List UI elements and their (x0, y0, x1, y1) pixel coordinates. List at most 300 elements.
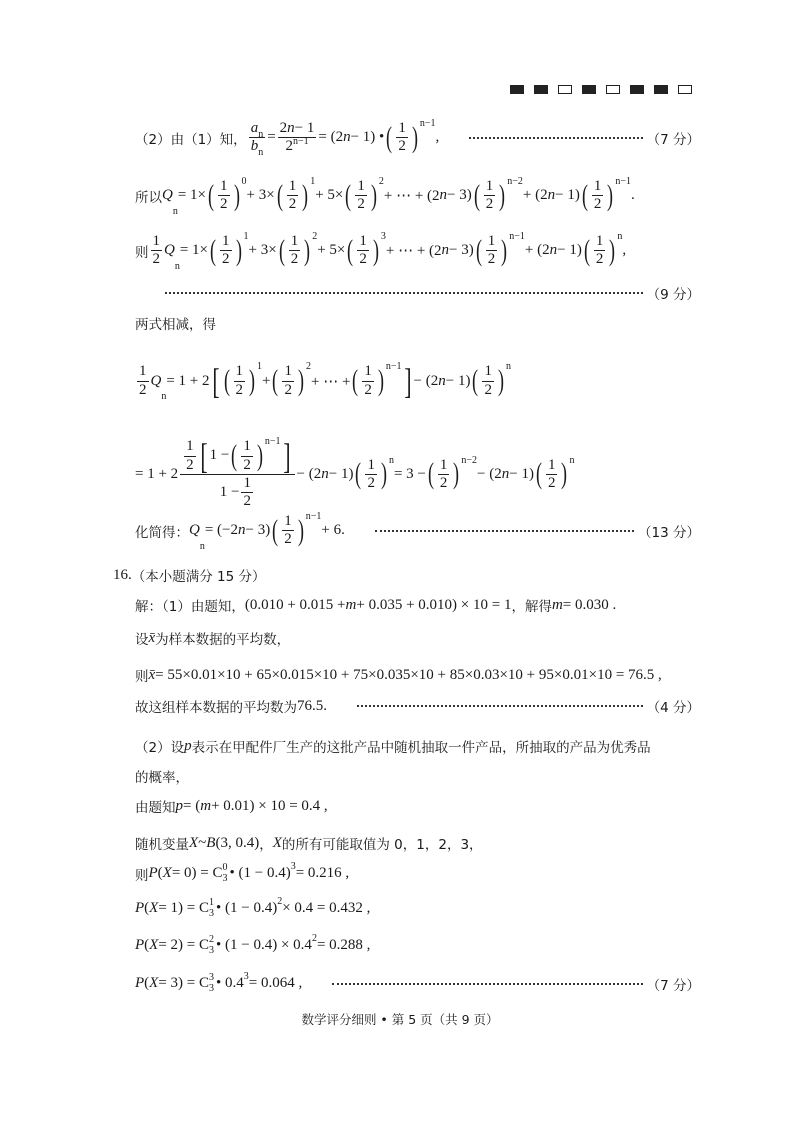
math-variable: b (250, 138, 259, 155)
fraction (486, 233, 498, 269)
score-label: （7 分） (646, 131, 700, 148)
math-text: ( (157, 865, 163, 881)
page-mark-filled (630, 85, 644, 94)
denominator: 2 (364, 381, 372, 398)
chinese-text: 设 (135, 632, 149, 648)
exponent: 2 (378, 176, 384, 187)
math-variable: a (250, 120, 259, 136)
math-text: − (2 (296, 465, 322, 482)
numerator: 1 (546, 457, 558, 475)
fraction (218, 178, 230, 214)
left-paren: ( (278, 233, 285, 267)
chinese-text: 的概率， (135, 770, 189, 786)
math-text: − 1) (555, 187, 580, 204)
math-text: + ⋯ + (310, 373, 351, 390)
math-text: = 3 − (393, 465, 426, 482)
solution-line (135, 176, 700, 217)
subscript: n (258, 128, 264, 140)
left-paren: ( (386, 120, 393, 154)
left-paren: ( (208, 178, 215, 212)
solution-line (135, 766, 700, 786)
math-text: = ( (183, 797, 201, 814)
numerator: 1 (482, 363, 494, 381)
math-text: = 1× (177, 187, 207, 204)
half-power (472, 178, 523, 214)
page-mark-filled (582, 85, 596, 94)
fraction (287, 178, 299, 214)
math-text: = (−2 (204, 522, 239, 539)
fraction (137, 363, 149, 399)
chinese-text: （2）设 (135, 740, 185, 756)
fraction (241, 475, 253, 511)
solution-line (135, 665, 700, 685)
left-paren: ( (352, 364, 359, 397)
math-variable: P (135, 937, 145, 953)
score-label: （9 分） (646, 287, 700, 303)
dotted-leader (469, 137, 642, 139)
math-variable: B (206, 834, 216, 851)
math-text: − 3) (447, 187, 472, 204)
math-text: 76.5. (297, 697, 327, 714)
denominator: 2 (484, 381, 492, 398)
math-text: = (267, 129, 276, 146)
subscript: 3 (209, 982, 215, 994)
math-variable: n (321, 465, 329, 482)
bracket-group (210, 363, 414, 399)
math-variable: n (238, 522, 246, 539)
numerator: 1 (357, 233, 369, 251)
math-variable: n (287, 120, 295, 136)
chinese-text: 故这组样本数据的平均数为 (135, 700, 297, 716)
exponent: n (505, 361, 511, 373)
page-mark-filled (534, 85, 548, 94)
chinese-text: 随机变量 (135, 837, 189, 853)
denominator: 2 (398, 138, 406, 155)
exponent: 1 (243, 231, 249, 242)
fraction (362, 363, 374, 399)
right-paren: ) (304, 233, 311, 267)
left-bracket: [ (211, 361, 220, 401)
page-mark-empty (606, 85, 620, 94)
math-variable: X (189, 834, 199, 851)
denominator: 2 (367, 474, 375, 491)
math-text: 2 (279, 120, 288, 136)
fraction (482, 363, 494, 399)
math-variable: X (149, 937, 159, 953)
solution-line (135, 898, 700, 919)
superscript: 2 (277, 896, 283, 907)
math-text: − 1) (557, 242, 582, 259)
math-text: + 5× (315, 187, 344, 204)
math-text: , (435, 129, 440, 146)
left-paren: ( (475, 233, 482, 267)
right-paren: ) (499, 178, 506, 212)
numerator: 1 (234, 363, 246, 381)
math-text: − 3) (245, 522, 271, 539)
math-text: = 1 + 2 (135, 465, 179, 482)
fraction (180, 438, 294, 511)
math-text: = (2 (318, 129, 344, 146)
subscript: n (174, 260, 180, 272)
subscript: n (172, 205, 178, 217)
solution-line (135, 511, 700, 552)
math-text: + (2 (522, 187, 548, 204)
chinese-text: 由题知 (135, 800, 176, 816)
math-text: + (262, 372, 271, 389)
superscript: 2 (209, 934, 215, 945)
denominator (151, 251, 163, 268)
fraction (365, 457, 377, 493)
left-paren: ( (223, 364, 230, 397)
exponent: 2 (312, 231, 318, 242)
numerator: 1 (289, 233, 301, 251)
math-variable: P (135, 900, 145, 916)
math-variable: p (184, 737, 192, 754)
bracket-content (210, 438, 281, 474)
numerator: 1 (484, 178, 496, 196)
math-text: × 0.4 = 0.432 , (282, 900, 371, 916)
solution-line (135, 361, 700, 402)
fraction (289, 233, 301, 269)
numerator (137, 363, 149, 381)
numerator: 1 (362, 363, 374, 381)
exponent: 0 (241, 176, 247, 187)
half-power (345, 233, 386, 269)
solution-line (135, 231, 700, 272)
math-text: = 2) = C (158, 937, 210, 953)
math-text: = 0.030 . (562, 596, 617, 613)
chinese-text: （2）由（1）知， (135, 131, 247, 148)
math-text: + 3× (246, 187, 275, 204)
half-power (580, 178, 631, 214)
math-text: ( (144, 900, 150, 916)
math-variable: X (162, 865, 172, 881)
fraction (282, 363, 294, 399)
chinese-text: 为样本数据的平均数， (155, 632, 291, 648)
math-text: − 1 (294, 120, 315, 136)
numerator: 1 (220, 233, 232, 251)
math-variable: X (149, 900, 159, 916)
math-text: + (2 (524, 242, 550, 259)
denominator: 2 (595, 251, 604, 268)
math-text: (3, 0.4) (215, 834, 260, 851)
half-power (582, 233, 623, 269)
math-text: + 5× (317, 242, 346, 259)
math-variable: X (149, 975, 159, 991)
math-text: . (630, 187, 635, 204)
half-power (426, 454, 478, 493)
math-text: (0.010 + 0.015 + (244, 596, 346, 613)
subscript: n (258, 147, 264, 158)
denominator: 2 (357, 196, 365, 213)
math-text: + 3× (248, 242, 277, 259)
numerator: 1 (396, 120, 408, 138)
left-paren: ( (272, 364, 279, 397)
right-paren: ) (497, 364, 504, 397)
chinese-text: 两式相减，得 (135, 317, 216, 333)
right-bracket: ] (282, 436, 291, 476)
math-text: − 1) • (350, 129, 385, 146)
numerator (249, 120, 266, 138)
math-variable: m (551, 596, 563, 613)
fraction (592, 178, 604, 214)
math-text: + ⋯ + (2 (385, 243, 442, 260)
exponent: 2 (305, 361, 311, 373)
denominator: 2 (284, 381, 292, 398)
left-paren: ( (535, 457, 542, 491)
denominator: 2 (439, 474, 448, 491)
fraction (278, 120, 317, 156)
fraction (355, 178, 367, 214)
right-paren: ) (372, 233, 379, 267)
left-paren: ( (272, 513, 279, 547)
half-power (270, 363, 311, 399)
half-power (474, 233, 525, 269)
denominator: 2 (359, 251, 367, 268)
half-power (206, 178, 247, 214)
math-text: = 55×0.01×10 + 65×0.015×10 + 75×0.035×10 + 85×0.03×10 + 95×0.01×10 = 76.5 , (155, 666, 662, 683)
fraction (151, 233, 163, 269)
left-paren: ( (473, 178, 480, 212)
math-text: + ⋯ + (2 (383, 188, 440, 205)
right-paren: ) (453, 457, 460, 491)
math-text: 1 (139, 363, 147, 380)
math-variable: Q (189, 522, 200, 539)
exponent: n−1 (305, 511, 322, 522)
numerator (241, 475, 253, 493)
numerator: 1 (594, 233, 606, 251)
denominator (249, 138, 266, 158)
left-paren: ( (347, 233, 354, 267)
math-text: 2 (152, 251, 160, 268)
math-text: 2 (139, 381, 147, 398)
right-paren: ) (297, 513, 304, 547)
left-paren: ( (427, 457, 434, 491)
exponent: n−2 (507, 176, 523, 187)
math-text: 2 (186, 456, 194, 473)
math-text: ~ (198, 834, 207, 851)
math-variable: n (438, 372, 446, 389)
chinese-text: 化简得： (135, 524, 189, 541)
numerator: 1 (438, 457, 450, 475)
math-text: + 6. (321, 522, 345, 539)
numerator: 1 (282, 363, 294, 381)
math-variable: x̄ (148, 666, 156, 683)
math-text: − (2 (413, 372, 439, 389)
numerator: 1 (486, 233, 498, 251)
math-variable: Q (162, 187, 173, 204)
denominator (184, 457, 196, 474)
solution-line (135, 736, 700, 756)
right-paren: ) (501, 233, 508, 267)
math-text: = 0.064 , (248, 975, 303, 991)
page-footer: 数学评分细则 • 第 5 页（共 9 页） (301, 1012, 499, 1027)
math-variable: n (501, 465, 510, 482)
math-variable: n (439, 187, 448, 204)
exponent: n−1 (615, 176, 631, 187)
math-variable: P (135, 975, 145, 991)
exponent: n−1 (385, 361, 402, 373)
fraction (234, 363, 246, 399)
right-paren: ) (256, 439, 263, 472)
solution-line (135, 935, 700, 956)
solution-line (113, 565, 678, 585)
half-power (270, 513, 321, 549)
chinese-text: 表示在甲配件厂生产的这批产品中随机抽取一件产品，所抽取的产品为优秀品 (191, 740, 651, 756)
math-variable: Q (150, 372, 162, 389)
solution-line (135, 628, 700, 648)
right-paren: ) (607, 178, 614, 212)
right-paren: ) (370, 178, 377, 212)
math-text: − 3) (449, 242, 474, 259)
math-text: 1 − (219, 484, 240, 501)
math-variable: n (547, 187, 556, 204)
denominator (218, 475, 257, 511)
sub-superscript (209, 898, 214, 919)
math-text: = 1× (179, 242, 209, 259)
right-paren: ) (609, 233, 616, 267)
solution-line (135, 863, 700, 884)
page-mark-empty (558, 85, 572, 94)
right-paren: ) (249, 364, 256, 397)
numerator: 1 (282, 513, 294, 531)
dotted-leader (375, 530, 634, 532)
superscript: 1 (209, 897, 215, 908)
math-text: 2 (285, 138, 293, 155)
right-bracket: ] (403, 361, 412, 401)
math-variable: P (148, 865, 158, 881)
math-text: • (1 − 0.4) × 0.4 (216, 937, 312, 953)
chinese-text: ，解得 (511, 599, 552, 615)
subscript: 3 (209, 907, 215, 919)
half-power (343, 178, 384, 214)
right-paren: ) (561, 457, 568, 491)
half-power (222, 363, 263, 399)
math-text: − 1) (328, 465, 354, 482)
half-power (229, 438, 280, 474)
right-paren: ) (411, 120, 418, 154)
half-power (275, 178, 316, 214)
math-text: − (2 (477, 465, 502, 482)
solution-line (135, 973, 700, 994)
fraction (249, 120, 266, 156)
left-paren: ( (231, 439, 238, 472)
math-text: 2 (243, 493, 251, 510)
right-paren: ) (380, 457, 387, 491)
numerator (151, 233, 163, 251)
half-power (353, 454, 394, 493)
denominator: 2 (284, 531, 292, 548)
math-text: = 0.216 , (295, 865, 350, 881)
denominator: 2 (243, 456, 251, 473)
exponent: n−1 (264, 436, 281, 448)
fraction (241, 438, 253, 474)
denominator: 2 (290, 251, 299, 268)
math-variable: p (175, 797, 183, 814)
fraction (546, 457, 558, 493)
exponent: n−1 (419, 118, 436, 129)
subscript: 3 (209, 944, 215, 956)
math-text: , (622, 242, 627, 259)
math-variable: n (343, 129, 351, 146)
fraction (220, 233, 232, 269)
fraction (484, 178, 496, 214)
exponent: 1 (310, 176, 316, 187)
chinese-text: ， (259, 837, 273, 853)
math-text: 1 − (209, 447, 230, 464)
math-text: 1 (186, 438, 194, 455)
subscript: 3 (222, 872, 228, 884)
numerator: 1 (218, 178, 230, 196)
dotted-leader (165, 292, 643, 294)
math-text: • 0.4 (216, 975, 244, 991)
right-paren: ) (235, 233, 242, 267)
math-variable: Q (164, 242, 175, 259)
half-power (208, 233, 249, 269)
left-paren: ( (210, 233, 217, 267)
left-paren: ( (355, 457, 362, 491)
superscript: 3 (290, 861, 296, 872)
denominator (283, 138, 310, 155)
superscript: 0 (222, 862, 228, 873)
denominator: 2 (547, 474, 556, 491)
math-text: = 1 + 2 (166, 372, 210, 389)
solution-line (135, 696, 700, 716)
math-text: − 1) (509, 465, 534, 482)
exponent: 3 (380, 231, 386, 242)
right-paren: ) (233, 178, 240, 212)
score-label: （7 分） (646, 977, 700, 994)
denominator: 2 (487, 251, 496, 268)
superscript: 3 (243, 971, 249, 982)
page-mark-filled (654, 85, 668, 94)
numerator: 1 (355, 178, 367, 196)
fraction (357, 233, 369, 269)
half-power (470, 363, 511, 399)
score-label: （13 分） (638, 524, 700, 541)
numerator: 1 (365, 457, 377, 475)
chinese-text: （本小题满分 15 分） (131, 569, 266, 585)
numerator (184, 438, 196, 456)
left-paren: ( (472, 364, 479, 397)
math-variable: x̄ (148, 629, 156, 646)
left-paren: ( (581, 178, 588, 212)
exponent: n (388, 454, 394, 466)
denominator: 2 (220, 196, 228, 213)
left-paren: ( (276, 178, 283, 212)
fraction (282, 513, 294, 549)
fraction (396, 120, 408, 156)
solution-line (135, 438, 700, 511)
math-variable: m (200, 797, 212, 814)
chinese-text: 解：（1）由题知， (135, 599, 245, 615)
denominator: 2 (288, 196, 297, 213)
sub-superscript (209, 935, 214, 956)
exponent: n−1 (509, 231, 525, 242)
numerator: 1 (241, 438, 253, 456)
denominator (241, 493, 253, 510)
left-paren: ( (345, 178, 352, 212)
chinese-text: 的所有可能取值为 0，1，2，3， (281, 837, 483, 853)
sub-superscript (223, 863, 228, 884)
chinese-text: 所以 (135, 189, 162, 206)
page-mark-filled (510, 85, 524, 94)
denominator: 2 (235, 381, 244, 398)
bracket-group (198, 438, 293, 474)
exponent: 1 (257, 361, 263, 373)
half-power (350, 363, 401, 399)
bracket-content (222, 363, 402, 399)
